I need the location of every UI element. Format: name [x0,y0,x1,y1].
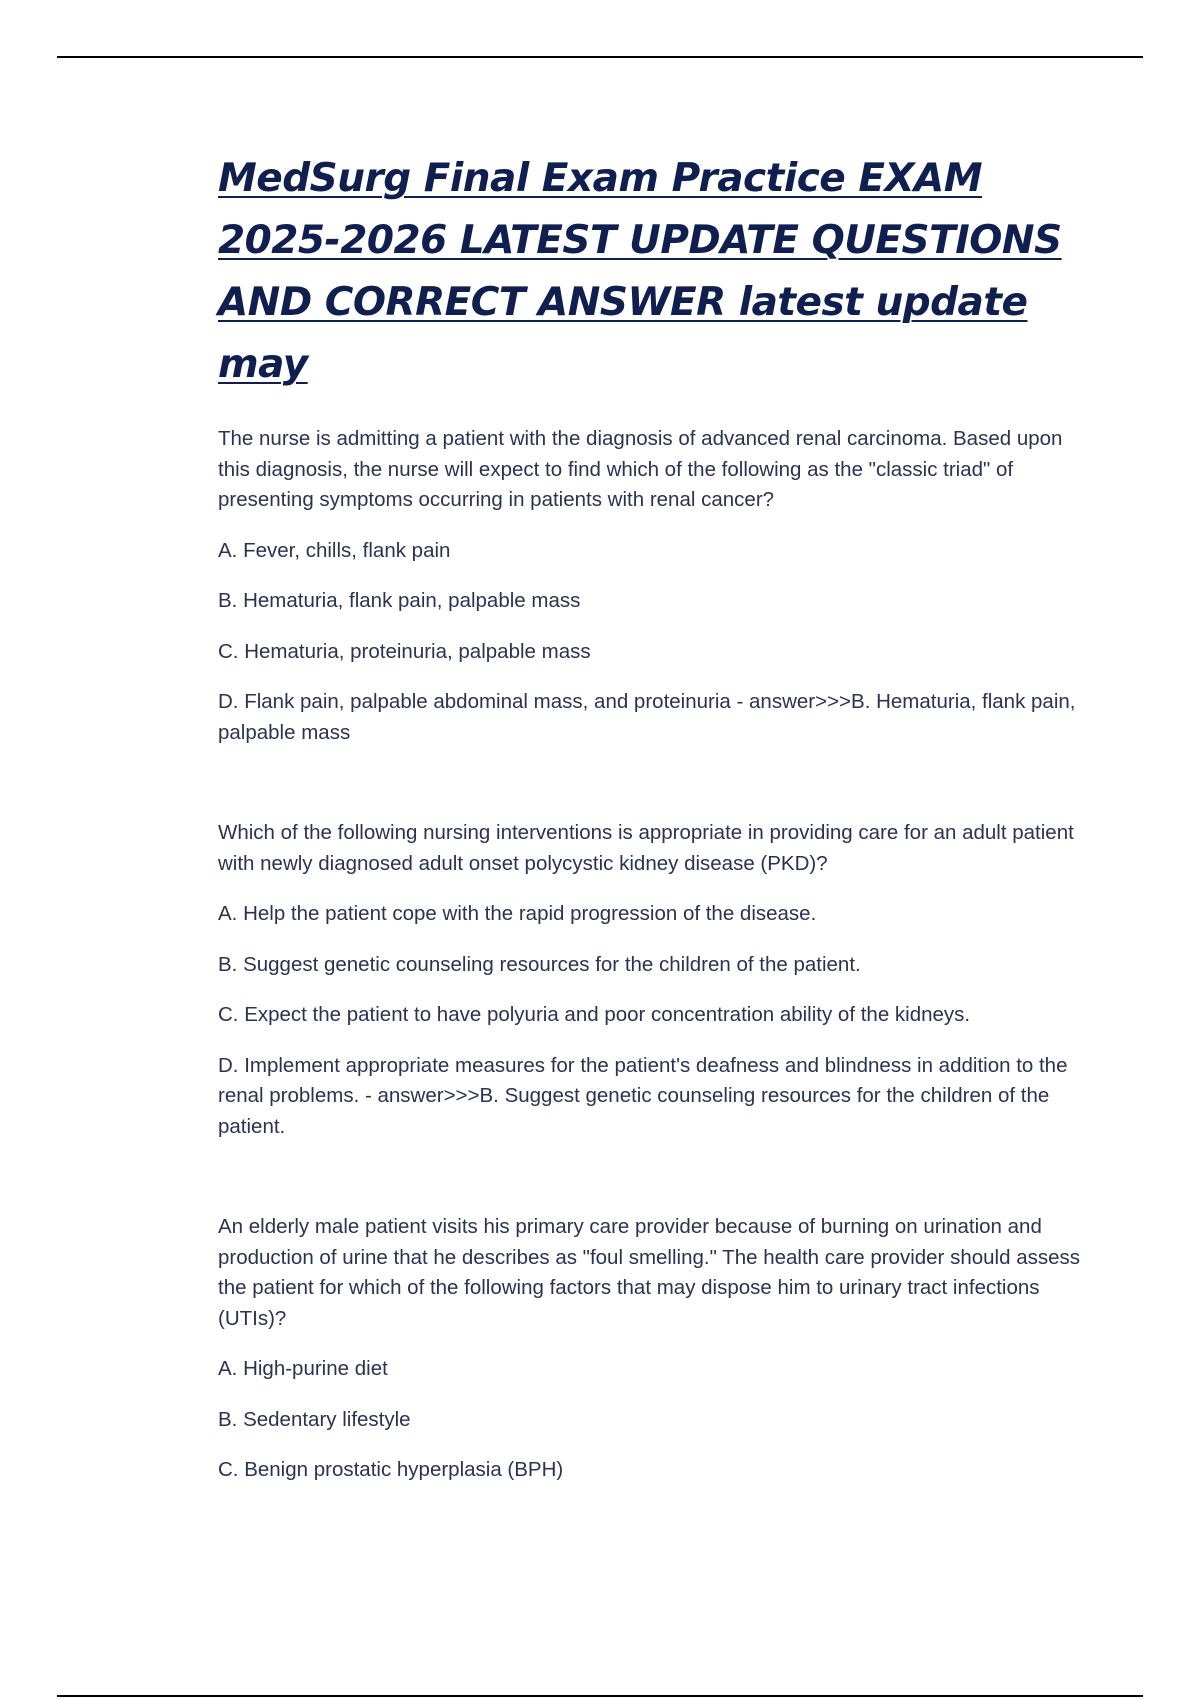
document-body [218,148,1098,1486]
question-1-option-b: B. Hematuria, flank pain, palpable mass [218,589,581,612]
question-2-option-c: C. Expect the patient to have polyuria and poor concentration ability of the kidneys. [218,1003,971,1026]
question-3-option-c: C. Benign prostatic hyperplasia (BPH) [218,1458,564,1481]
question-3-text: An elderly male patient visits his primary care provider because of burning on urination and production of urine that he describes as "foul smelling." The health care provider should assess the patient for which of the following factors that may dispose him to urinary tract infections (UTIs)? [218,1215,1080,1330]
question-3-option-b: B. Sedentary lifestyle [218,1407,411,1431]
question-1-option-d: D. Flank pain, palpable abdominal mass, and proteinuria - answer>>>B. Hematuria, flank pain, palpable mass [218,690,1076,744]
question-1-text: The nurse is admitting a patient with the diagnosis of advanced renal carcinoma. Based upon this diagnosis, the nurse will expect to find which of the following as the "classic triad" of presenting symptoms occurring in patients with renal cancer? [218,427,1063,511]
question-2 [218,818,1098,1142]
question-2-option-a: A. Help the patient cope with the rapid progression of the disease. [218,902,817,925]
footer-rule [57,1695,1143,1697]
question-2-option-b: B. Suggest genetic counseling resources for the children of the patient. [218,952,861,976]
question-2-text: Which of the following nursing interventions is appropriate in providing care for an adult patient with newly diagnosed adult onset polycystic kidney disease (PKD)? [218,821,1074,875]
question-1-option-c: C. Hematuria, proteinuria, palpable mass [218,639,591,663]
header-rule [57,56,1143,58]
question-2-option-d: D. Implement appropriate measures for the patient's deafness and blindness in addition to the renal problems. - answer>>>B. Suggest genetic counseling resources for the children of the patient. [218,1053,1068,1138]
question-3 [218,1212,1098,1486]
question-3-option-a: A. High-purine diet [218,1357,388,1380]
question-1 [218,424,1098,748]
document-title: MedSurg Final Exam Practice EXAM 2025-2026 LATEST UPDATE QUESTIONS AND CORRECT ANSWER latest update may [218,156,1062,387]
question-1-option-a: A. Fever, chills, flank pain [218,538,451,562]
